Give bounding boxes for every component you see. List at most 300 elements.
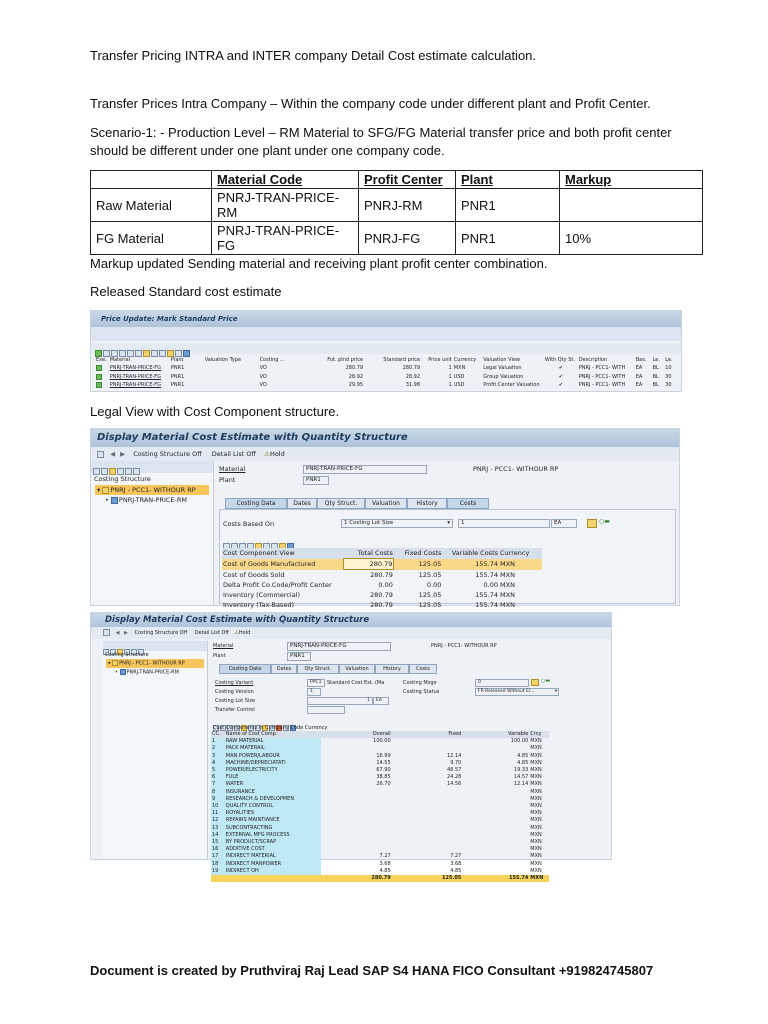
table-cell: 10% <box>560 222 703 255</box>
cell: EXTERNAL MFG PROCESS <box>225 832 321 839</box>
cell: MXN <box>500 570 515 579</box>
cell: 14.57 <box>513 774 529 781</box>
cell <box>462 817 529 824</box>
tree-item-label: PNRJ-TRAN-PRICE-RM <box>126 669 179 675</box>
toggle-icon[interactable]: ○▬ <box>599 518 610 525</box>
col-header: Le. <box>652 356 660 363</box>
cell <box>392 839 463 846</box>
display-change-icon[interactable] <box>97 451 104 458</box>
cost-estimate-costs-screenshot <box>90 428 680 609</box>
cell: 155.74 <box>475 591 499 599</box>
tab-history[interactable]: History <box>407 498 447 509</box>
change-icon[interactable] <box>587 519 597 528</box>
plant-label: Plant <box>219 476 236 484</box>
col-header: Currency <box>453 356 477 363</box>
cell: 155.74 <box>475 560 499 568</box>
plant-field[interactable]: PNR1 <box>303 476 329 485</box>
cell: QUALITY CONTROL <box>225 803 321 810</box>
hold-button[interactable]: Hold <box>238 630 251 636</box>
tree-item-rm[interactable]: • PNRJ-TRAN-PRICE-RM <box>115 669 179 675</box>
detail-list-off-button[interactable]: Detail List Off <box>211 450 257 458</box>
cell: 19 <box>211 868 225 875</box>
toggle-icon[interactable]: ○▬ <box>541 678 551 684</box>
cell: USD <box>453 373 465 380</box>
detail-list-off-button[interactable]: Detail List Off <box>194 630 229 636</box>
cell: Profit Center Valuation <box>483 382 540 389</box>
unit-field[interactable]: EA <box>551 519 577 528</box>
cell: 1 <box>448 373 452 380</box>
tab-valuation[interactable]: Valuation <box>339 664 375 674</box>
cell <box>225 875 321 882</box>
tab-qty-struct[interactable]: Qty Struct. <box>297 664 339 674</box>
cell: 125.05 <box>418 570 442 579</box>
cell: 9 <box>211 796 225 803</box>
cell: 9.70 <box>450 759 462 766</box>
cell: 155.74 <box>475 570 499 579</box>
material-description: PNRJ - PCC1- WITHOUR RP <box>431 643 497 649</box>
grid-header-row <box>95 355 677 364</box>
tab-costing-data[interactable]: Costing Data <box>219 664 271 674</box>
forward-icon[interactable]: ▶ <box>120 450 126 458</box>
table-row <box>91 222 703 255</box>
tab-dates[interactable]: Dates <box>271 664 297 674</box>
table-row[interactable] <box>211 853 549 860</box>
cell: Cost of Goods Sold <box>223 570 285 579</box>
cell: MXN <box>500 591 515 599</box>
material-icon <box>120 669 126 675</box>
cell: 7.27 <box>450 853 462 860</box>
cell: PNRJ - PCC1- WITH <box>578 365 626 372</box>
col-header: Currency <box>500 549 530 558</box>
cell: 16.99 <box>376 752 391 759</box>
cell: ✔ <box>558 365 563 372</box>
table-row[interactable] <box>211 868 549 875</box>
tree-tool-icon[interactable] <box>125 468 132 475</box>
cost-estimate-costing-data-screenshot <box>90 612 612 882</box>
cell: MXN <box>530 781 542 788</box>
table-row[interactable] <box>211 832 549 839</box>
app-toolbar <box>91 627 611 639</box>
table-row[interactable] <box>95 373 677 382</box>
cell: 7.27 <box>379 853 391 860</box>
table-row[interactable] <box>222 600 542 610</box>
cell: PNR1 <box>170 382 185 389</box>
cell: EA <box>635 382 643 389</box>
cell: 3 <box>211 753 225 760</box>
cell: VO <box>259 373 267 380</box>
col-header: Name of Cost Comp. <box>225 731 278 737</box>
price-grid <box>95 355 677 390</box>
cell: MXN <box>530 817 542 824</box>
col-header: Overall <box>372 731 391 737</box>
costing-structure-off-button[interactable]: Costing Structure Off <box>133 450 202 458</box>
table-row[interactable] <box>211 738 549 745</box>
tree-tool-icon[interactable] <box>109 468 116 475</box>
col-header: Fixed <box>448 731 462 737</box>
costing-variant-description: Standard Cost Est. (Ma <box>327 680 385 686</box>
cell: 24.28 <box>447 774 462 781</box>
material-table <box>90 170 703 255</box>
tree-header: Costing Structure <box>105 652 149 658</box>
cell: 280.79 <box>402 365 421 372</box>
cell: MXN <box>530 846 542 853</box>
cell: MXN <box>530 774 542 781</box>
cell: ✔ <box>558 382 563 389</box>
grid-caption: Cost Components in Company Code Currency <box>213 725 328 731</box>
col-header: Fixed Costs <box>404 549 442 558</box>
select-value: 1 Costing Lot Size <box>344 520 394 526</box>
cell: 30 <box>665 373 672 380</box>
cell: 4 <box>211 760 225 767</box>
hold-icon: ⚠ <box>234 630 239 636</box>
cell: 11 <box>211 810 225 817</box>
cell: Cost of Goods Manufactured <box>223 560 316 568</box>
cell: 4.85 <box>517 759 529 766</box>
material-link[interactable]: PNRJ-TRAN-PRICE-FG <box>109 373 162 380</box>
table-row[interactable] <box>211 810 549 817</box>
material-label: Material <box>213 643 234 649</box>
col-header: Total Costs <box>357 549 393 557</box>
table-header-cell: Profit Center <box>359 171 456 189</box>
cell: BL <box>652 382 659 389</box>
tree-tool-icon[interactable] <box>101 468 108 475</box>
cell: MXN <box>530 803 542 810</box>
cell: PNRJ - PCC1- WITH <box>578 373 626 380</box>
tree-tool-icon[interactable] <box>117 468 124 475</box>
cell: 155.74 <box>475 601 499 609</box>
cell: MAN POWER/LABOUR <box>225 753 321 760</box>
table-row[interactable] <box>211 767 549 774</box>
cell: INSURANCE <box>225 789 321 796</box>
lot-size-unit-field[interactable]: EA <box>373 697 389 705</box>
cell: MXN <box>530 752 542 759</box>
costing-version-field[interactable]: 1 <box>307 688 321 696</box>
material-link[interactable]: PNRJ-TRAN-PRICE-FG <box>109 382 162 389</box>
cell: INDIRECT MATERIAL <box>225 853 321 860</box>
cell: MXN <box>500 560 515 568</box>
material-description: PNRJ - PCC1- WITHOUR RP <box>473 465 559 473</box>
cell <box>392 796 463 803</box>
cell <box>462 810 529 817</box>
change-icon[interactable] <box>531 679 539 686</box>
cell <box>462 803 529 810</box>
costing-status-label: Costing Status <box>403 689 440 695</box>
display-change-icon[interactable] <box>103 629 110 636</box>
tab-history[interactable]: History <box>375 664 409 674</box>
cell: 1 <box>448 365 452 372</box>
status-icon <box>96 374 102 380</box>
cell: 125.05 <box>418 591 442 599</box>
material-label: Material <box>219 465 246 473</box>
cell: ADDITIVE COST <box>225 846 321 853</box>
cell: RESEARCH & DEVELOPMEN <box>225 796 321 803</box>
cell: VO <box>259 365 267 372</box>
cell: PNRJ - PCC1- WITH <box>578 382 626 389</box>
legal-note: Legal View with Cost Component structure. <box>90 404 340 419</box>
table-row[interactable] <box>222 580 542 590</box>
cell: 13 <box>211 825 225 832</box>
table-header-cell: Plant <box>456 171 560 189</box>
cell: INDIRECT MANPOWER <box>225 861 321 868</box>
col-header: Plant <box>170 356 184 363</box>
cell: 280.79 <box>370 601 393 609</box>
cell: MXN <box>500 581 515 589</box>
col-header: Le. <box>665 356 673 363</box>
cell: BL <box>652 373 659 380</box>
cell: MXN <box>530 860 542 867</box>
cell: 8 <box>211 789 225 796</box>
cell: 14 <box>211 832 225 839</box>
cell: 10 <box>665 365 672 372</box>
cell: 14.56 <box>447 781 462 788</box>
cell: BL <box>652 365 659 372</box>
cell: 0.00 <box>426 581 442 589</box>
tree-item-fg[interactable]: ▾ PNRJ - PCC1- WITHOUR RP <box>106 659 204 668</box>
cell: 125.05 <box>418 560 442 568</box>
cell <box>462 853 529 860</box>
cell <box>462 796 529 803</box>
tree-item-label: PNRJ-TRAN-PRICE-RM <box>118 496 187 504</box>
cell: Group Valuation <box>483 373 524 380</box>
cell <box>321 789 392 796</box>
cell: MXN <box>530 759 542 766</box>
tree-tool-icon[interactable] <box>133 468 140 475</box>
total-currency: MXN <box>530 875 544 882</box>
folder-icon <box>102 487 109 494</box>
forward-icon[interactable]: ▶ <box>124 630 128 636</box>
table-row[interactable] <box>95 381 677 390</box>
tab-qty-struct[interactable]: Qty Struct. <box>317 498 365 509</box>
costing-structure-off-button[interactable]: Costing Structure Off <box>134 630 188 636</box>
tab-dates[interactable]: Dates <box>287 498 317 509</box>
hold-button[interactable]: Hold <box>269 450 285 458</box>
cell: 17 <box>211 853 225 860</box>
table-row[interactable] <box>211 789 549 796</box>
table-row[interactable] <box>222 570 542 581</box>
cell: MXN <box>530 824 542 831</box>
cell: FULE <box>225 774 321 781</box>
material-field[interactable]: PNRJ-TRAN-PRICE-FG <box>303 465 427 474</box>
table-cell: PNR1 <box>456 222 560 255</box>
cell: RAW MATERIAL <box>225 738 321 745</box>
back-icon[interactable]: ◀ <box>115 630 120 636</box>
col-header: Fut. plnd price <box>327 356 364 363</box>
cell: USD <box>453 382 465 389</box>
col-header: Price unit <box>428 356 452 363</box>
tab-valuation[interactable]: Valuation <box>365 498 407 509</box>
folder-icon <box>112 660 118 666</box>
cell: WATER <box>225 781 321 788</box>
cell: 4.85 <box>450 867 462 874</box>
cell: 31.98 <box>405 382 421 389</box>
col-header: Valuation View <box>483 356 521 363</box>
col-header: Variable Costs <box>451 549 499 558</box>
cell: 29.95 <box>348 382 364 389</box>
material-link[interactable]: PNRJ-TRAN-PRICE-FG <box>109 365 162 372</box>
cell <box>321 745 392 752</box>
costing-lot-size-field[interactable]: 1 <box>307 697 373 705</box>
cell: 16 <box>211 846 225 853</box>
table-row[interactable] <box>211 781 549 788</box>
cell: MXN <box>530 795 542 802</box>
table-cell <box>560 189 703 222</box>
cell <box>321 839 392 846</box>
cell <box>321 817 392 824</box>
scenario-line-1: Scenario-1: - Production Level – RM Material to SFG/FG Material transfer price and both profit center <box>90 125 672 140</box>
tab-costs[interactable]: Costs <box>409 664 437 674</box>
chevron-down-icon: ▾ <box>447 520 450 526</box>
cell: Inventory (Commercial) <box>223 591 301 599</box>
cell <box>392 846 463 853</box>
cell <box>321 796 392 803</box>
table-row[interactable] <box>211 753 549 760</box>
cell: 280.79 <box>343 559 394 570</box>
col-header: With Qty St. <box>544 356 575 363</box>
total-variable: 155.74 <box>509 875 529 882</box>
table-row[interactable] <box>211 760 549 767</box>
cell: 30 <box>665 382 672 389</box>
cell <box>462 832 529 839</box>
costing-lot-size-label: Costing Lot Size <box>215 698 256 704</box>
costs-based-on-select[interactable] <box>341 519 453 528</box>
table-row <box>91 189 703 222</box>
window-title: Display Material Cost Estimate with Quantity Structure <box>97 432 408 443</box>
tree-item-label: PNRJ - PCC1- WITHOUR RP <box>119 660 185 667</box>
table-row[interactable] <box>222 590 542 600</box>
transfer-control-field[interactable] <box>307 706 345 714</box>
tree-tool-icon[interactable] <box>93 468 100 475</box>
col-header: Description <box>578 356 608 363</box>
table-row[interactable] <box>211 745 549 752</box>
cell: MXN <box>530 788 542 795</box>
cell <box>462 839 529 846</box>
cell: 125.05 <box>418 601 442 609</box>
cell <box>321 846 392 853</box>
cell <box>321 832 392 839</box>
plant-field[interactable]: PNR1 <box>287 652 311 661</box>
table-cell: PNRJ-TRAN-PRICE-FG <box>212 222 359 255</box>
tab-costs[interactable]: Costs <box>447 498 489 509</box>
tree-header: Costing Structure <box>94 475 151 483</box>
table-row[interactable] <box>95 364 677 373</box>
table-row[interactable] <box>211 803 549 810</box>
costing-status-select[interactable] <box>475 688 559 696</box>
cell: 280.79 <box>370 571 393 579</box>
cell: 12 <box>211 817 225 824</box>
status-icon <box>96 382 102 388</box>
markup-note: Markup updated Sending material and receiving plant profit center combination. <box>90 256 548 271</box>
select-value: FR Released Without Er... <box>478 689 535 694</box>
table-cell: PNRJ-TRAN-PRICE-RM <box>212 189 359 222</box>
cell: 48.57 <box>447 767 462 774</box>
table-row[interactable] <box>211 839 549 846</box>
cell: INDIRECT OH <box>225 868 321 875</box>
col-header: Bas. <box>635 356 647 363</box>
cell: PACK MATERAIL <box>225 745 321 752</box>
material-field[interactable]: PNRJ-TRAN-PRICE-FG <box>287 642 391 651</box>
cell: 28.92 <box>405 373 421 380</box>
cell: MXN <box>530 839 542 846</box>
cell <box>204 381 259 390</box>
chevron-down-icon: ▾ <box>554 689 557 694</box>
app-toolbar <box>91 447 679 461</box>
tree-item-rm[interactable]: • PNRJ-TRAN-PRICE-RM <box>105 496 187 504</box>
table-row[interactable] <box>211 817 549 824</box>
cell: 19.33 <box>513 767 529 774</box>
total-fixed: 125.05 <box>442 875 462 882</box>
cell: 67.90 <box>376 767 391 774</box>
cell: 28.92 <box>348 373 364 380</box>
table-cell: PNR1 <box>456 189 560 222</box>
cell <box>392 803 463 810</box>
cell <box>321 810 392 817</box>
grid-header-row <box>222 548 542 559</box>
cell <box>392 810 463 817</box>
cell: MXN <box>530 853 542 860</box>
cell: 2 <box>211 745 225 752</box>
col-header: CC. <box>212 731 221 737</box>
cell: 5 <box>211 767 225 774</box>
cell: 10 <box>211 803 225 810</box>
table-header-row <box>91 171 703 189</box>
cell: 280.79 <box>370 591 393 599</box>
cell <box>462 846 529 853</box>
cell: MXN <box>500 601 515 609</box>
table-row[interactable] <box>222 559 542 570</box>
costing-variant-field[interactable]: PPC1 <box>307 679 325 687</box>
table-row[interactable] <box>211 846 549 853</box>
window-title: Display Material Cost Estimate with Quantity Structure <box>105 615 370 625</box>
total-row <box>211 875 549 882</box>
cost-components-grid <box>211 731 549 882</box>
cell <box>392 789 463 796</box>
tree-item-label: PNRJ - PCC1- WITHOUR RP <box>110 486 196 494</box>
cell <box>462 789 529 796</box>
cell <box>462 745 529 752</box>
status-icon <box>96 365 102 371</box>
hold-icon: ⚠ <box>264 450 270 458</box>
cell: MXN <box>530 738 542 745</box>
table-row[interactable] <box>211 796 549 803</box>
tree-item-fg[interactable]: ▾ PNRJ - PCC1- WITHOUR RP <box>95 485 209 495</box>
lot-size-field[interactable]: 1 <box>458 519 550 528</box>
cell: 4.85 <box>379 867 391 874</box>
tab-costing-data[interactable]: Costing Data <box>225 498 287 509</box>
table-row[interactable] <box>211 825 549 832</box>
material-icon <box>111 497 118 504</box>
table-cell: Raw Material <box>91 189 212 222</box>
footer-credit: Document is created by Pruthviraj Raj Lead SAP S4 HANA FICO Consultant +919824745807 <box>90 963 654 978</box>
table-row[interactable] <box>211 861 549 868</box>
table-row[interactable] <box>211 774 549 781</box>
back-icon[interactable]: ◀ <box>110 450 116 458</box>
transfer-control-label: Transfer Control <box>215 707 255 713</box>
costing-structure-tree <box>103 641 208 859</box>
cell: BY PRODUCT/SCRAP <box>225 839 321 846</box>
cell <box>321 825 392 832</box>
costing-msge-field[interactable]: 0 <box>475 679 529 687</box>
cell <box>321 803 392 810</box>
price-update-screenshot <box>90 310 682 392</box>
cell: 15 <box>211 839 225 846</box>
cell: Legal Valuation <box>483 365 522 372</box>
cell: 3.68 <box>379 860 391 867</box>
cell: 12.14 <box>447 752 462 759</box>
cell <box>392 832 463 839</box>
cell: EA <box>635 365 643 372</box>
costing-variant-label: Costing Variant <box>215 680 254 686</box>
cell: SUBCONTRACTING <box>225 825 321 832</box>
